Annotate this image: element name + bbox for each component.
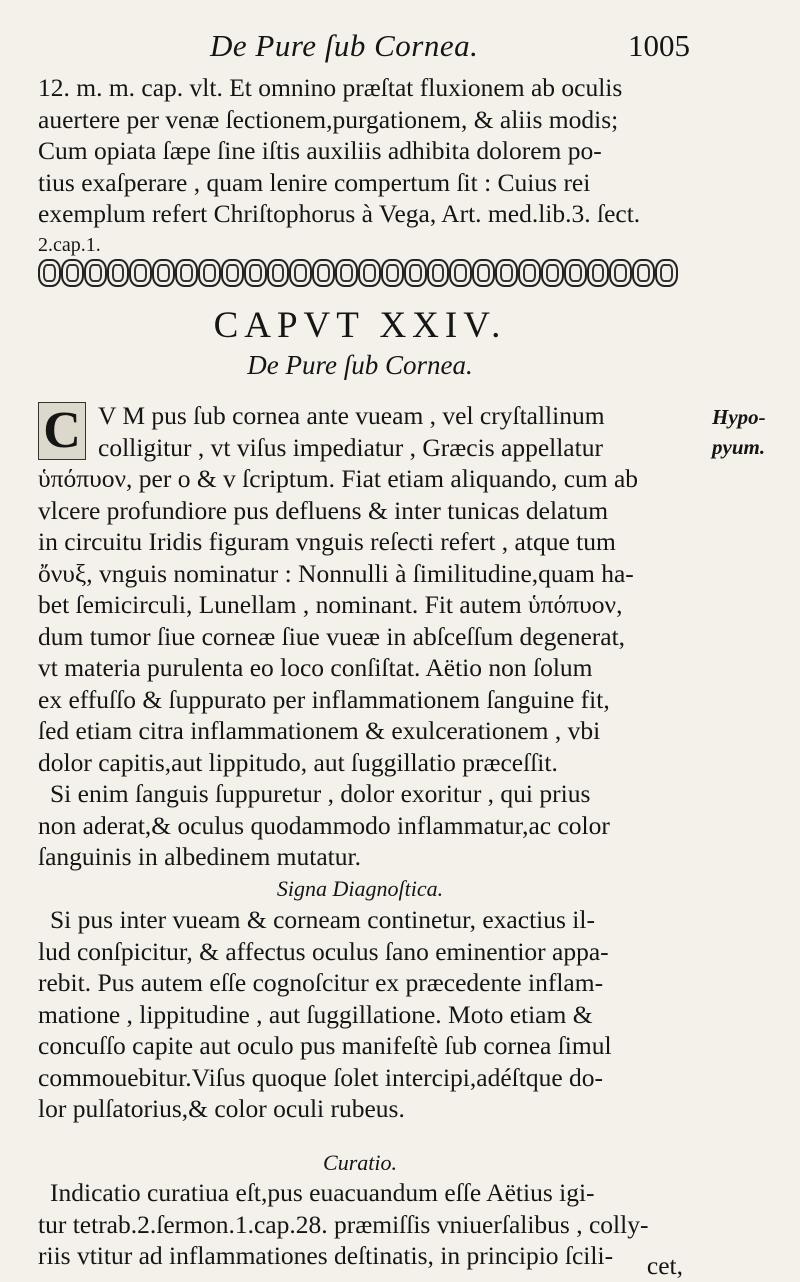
signa-paragraph <box>38 904 683 1125</box>
text-line: tius exaſperare , quam lenire compertum ſit : Cuius rei <box>38 167 591 197</box>
text-line: ſed etiam citra inflammationem & exulcerationem , vbi <box>38 716 601 745</box>
drop-cap: C <box>38 402 86 460</box>
text-line: lor pulſatorius,& color oculi rubeus. <box>38 1094 405 1123</box>
catchword-text: cet, <box>646 1251 683 1280</box>
chapter-subtitle: De Pure ſub Cornea. <box>247 350 473 380</box>
catchword <box>38 1250 683 1282</box>
text-line: 12. m. m. cap. vlt. Et omnino præſtat fluxionem ab oculis <box>38 73 623 102</box>
text-line: vlcere profundiore pus defluens & inter tunicas delatum <box>38 495 609 525</box>
running-title: De Pure ſub Cornea. <box>210 28 479 63</box>
section-heading-curatio: Curatio. <box>323 1150 397 1175</box>
ornament-band <box>38 258 678 288</box>
text-line: Si pus inter vueam & corneam continetur, exactius il- <box>50 905 595 934</box>
text-line: colligitur , vt viſus impediatur , Græcis appellatur <box>98 432 603 462</box>
text-line: Indicatio curatiua eſt,pus euacuandum eſſe Aëtius igi- <box>50 1178 595 1207</box>
page-header <box>30 28 690 68</box>
text-line: rebit. Pus autem eſſe cognoſcitur ex præcedente inflam- <box>38 968 604 997</box>
text-line: dolor capitis,aut lippitudo, aut ſuggillatio præceſſit. <box>38 747 558 777</box>
text-line: vt materia purulenta eo loco conſiſtat. Aëtio non ſolum <box>38 653 593 682</box>
text-line: non aderat,& oculus quodammodo inflammatur,ac color <box>38 810 610 840</box>
top-paragraph <box>38 72 683 261</box>
text-line: matione , lippitudine , aut ſuggillatione. Moto etiam & <box>38 999 593 1029</box>
page-number: 1005 <box>628 28 690 63</box>
text-line: bet ſemicirculi, Lunellam , nominant. Fit autem ὑπόπυον, <box>38 590 623 619</box>
body-paragraph <box>38 400 683 873</box>
text-line: Cum opiata ſæpe ſine iſtis auxiliis adhibita dolorem po- <box>38 136 602 165</box>
text-line: V M pus ſub cornea ante vueam , vel cryſtallinum <box>98 401 605 430</box>
text-line: auertere per venæ ſectionem,purgationem, & aliis modis; <box>38 104 619 134</box>
text-line: ſanguinis in albedinem mutatur. <box>38 842 361 871</box>
side-note: pyum. <box>712 435 766 459</box>
text-line: riis vtitur ad inflammationes deſtinatis, in principio ſcili- <box>38 1241 614 1270</box>
chapter-title: CAPVT XXIV. <box>213 305 507 346</box>
text-line: lud conſpicitur, & affectus oculus ſano eminentior appa- <box>38 936 609 966</box>
side-note: Hypo- <box>712 405 766 429</box>
text-line: ὄνυξ, vnguis nominatur : Nonnulli à ſimilitudine,quam ha- <box>38 558 634 588</box>
text-line: concuſſo capite aut oculo pus manifeſtè ſub cornea ſimul <box>38 1031 612 1060</box>
text-line: exemplum refert Chriſtophorus à Vega, Art. med.lib.3. ſect. <box>38 199 641 228</box>
text-line: 2.cap.1. <box>38 233 101 256</box>
text-line: ὑπόπυον, per o & v ſcriptum. Fiat etiam aliquando, cum ab <box>38 464 639 493</box>
text-line: ex effuſſo & ſuppurato per inflammationem ſanguine fit, <box>38 684 610 714</box>
text-line: tur tetrab.2.ſermon.1.cap.28. præmiſſis vniuerſalibus , colly- <box>38 1209 649 1239</box>
text-line: Si enim ſanguis ſuppuretur , dolor exoritur , qui prius <box>50 779 591 808</box>
section-heading-signa: Signa Diagnoſtica. <box>276 876 444 901</box>
text-line: dum tumor ſiue corneæ ſiue vueæ in abſceſſum degenerat, <box>38 621 626 651</box>
text-line: commouebitur.Viſus quoque ſolet intercipi,adéſtque do- <box>38 1062 604 1092</box>
text-line: in circuitu Iridis figuram vnguis reſecti refert , atque tum <box>38 527 616 556</box>
